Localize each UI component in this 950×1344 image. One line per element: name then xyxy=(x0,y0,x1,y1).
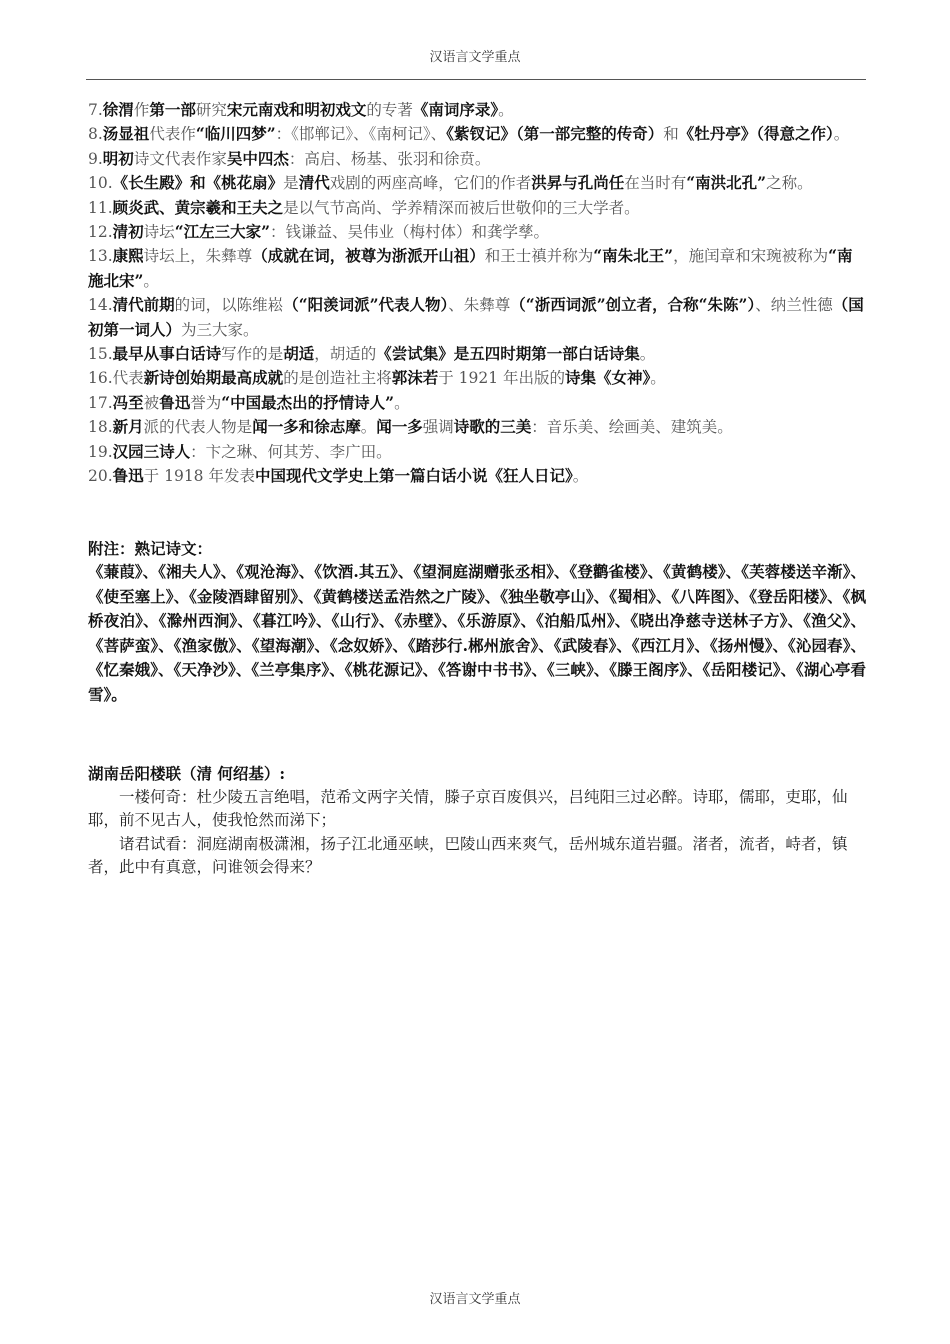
body-text: 14. xyxy=(88,296,113,315)
key-point-item xyxy=(88,196,866,220)
body-text: 派的代表人物是 xyxy=(143,418,253,437)
body-text: 7. xyxy=(88,101,103,119)
key-point-item xyxy=(88,415,866,439)
key-point-item xyxy=(88,147,866,171)
body-text: 作 xyxy=(133,101,150,119)
body-text: 、朱彝尊 xyxy=(448,296,511,315)
emphasis-text: “江左三大家” xyxy=(174,222,271,242)
body-text: 诗文代表作家 xyxy=(133,149,227,168)
couplet-line-2: 诸君试看：洞庭湖南极潇湘，扬子江北通巫峡，巴陵山西来爽气，岳州城东道岩疆。渚者，流者，峙者，镇者，此中有真意，问谁领会得来？ xyxy=(88,834,848,877)
key-point-item xyxy=(88,366,866,390)
emphasis-text: 诗集《女神》 xyxy=(565,368,651,388)
key-point-item xyxy=(88,98,866,122)
appendix-title: 附注：熟记诗文： xyxy=(88,538,213,558)
body-text: ，施闰章和宋琬被称为 xyxy=(673,247,829,266)
body-text: 的词，以陈维崧 xyxy=(174,296,284,315)
emphasis-text: 汤显祖 xyxy=(102,124,150,144)
body-text: ：音乐美、绘画美、建筑美。 xyxy=(531,418,733,437)
emphasis-text: 《南词序录》 xyxy=(412,100,499,119)
body-text: 9. xyxy=(88,149,103,168)
emphasis-text: 胡适 xyxy=(283,344,315,364)
emphasis-text: 《长生殿》和《桃花扇》 xyxy=(112,173,284,193)
emphasis-text: 徐渭 xyxy=(102,100,134,119)
appendix-poem-list: 《蒹葭》、《湘夫人》、《观沧海》、《饮酒.其五》、《望洞庭湖赠张丞相》、《登鹳雀楼》、《黄鹤楼》、《芙蓉楼送辛渐》、《使至塞上》、《金陵酒肆留别》、《黄鹤楼送孟浩然之广陵》、《独坐敬亭山》、《蜀相》、《八阵图》、《登岳阳楼》、《枫桥夜泊》、《滁州西涧》、《暮江吟》、《山行》、《赤壁》、《乐游原》、《泊船瓜州》、《晓出净慈寺送林子方》、《渔父》、《菩萨蛮》、《渔家傲》、《望海潮》、《念奴娇》、《踏莎行.郴州旅舍》、《武陵春》、《西江月》、《扬州慢》、《沁园春》、《忆秦娥》、《天净沙》、《兰亭集序》、《桃花源记》、《答谢中书书》、《三峡》、《滕王阁序》、《岳阳楼记》、《湖心亭看雪》。 xyxy=(88,561,866,704)
body-text: 代表作 xyxy=(149,125,196,144)
body-text: 和王士禛并称为 xyxy=(484,247,594,266)
emphasis-text: （国初第一词人） xyxy=(88,295,864,339)
couplet-line-1: 一楼何奇：杜少陵五言绝唱，范希文两字关情，滕子京百废俱兴，吕纯阳三过必醉。诗耶，儒耶，吏耶，仙耶，前不见古人，使我怆然而涕下； xyxy=(88,787,848,830)
couplet-title: 湖南岳阳楼联（清 何绍基）: xyxy=(88,764,286,784)
body-text: 的是创造社主将 xyxy=(283,369,392,388)
emphasis-text: 新月 xyxy=(112,417,144,437)
body-text: 19. xyxy=(88,442,113,461)
emphasis-text: 郭沫若 xyxy=(391,368,439,388)
body-text: ：高启、杨基、张羽和徐贲。 xyxy=(288,149,491,168)
key-point-item xyxy=(88,171,866,195)
emphasis-text: 明初 xyxy=(102,148,134,168)
key-point-item xyxy=(88,440,866,464)
body-text: 和 xyxy=(663,125,679,144)
body-text: 之称。 xyxy=(766,174,813,193)
body-text: 10. xyxy=(88,174,113,193)
body-text: 研究 xyxy=(195,101,227,119)
emphasis-text: 诗歌的三美 xyxy=(453,417,532,437)
emphasis-text: 闻一多和徐志摩 xyxy=(252,417,361,437)
body-text: 强调 xyxy=(422,418,454,437)
emphasis-text: 最早从事白话诗 xyxy=(112,344,222,364)
body-text: 于 1918 年发表 xyxy=(143,467,255,486)
body-text: ：钱谦益、吴伟业（梅村体）和龚学孳。 xyxy=(270,223,550,242)
key-point-item xyxy=(88,220,866,244)
body-text: 、纳兰性德 xyxy=(755,296,833,315)
body-text: 。 xyxy=(572,467,589,486)
emphasis-text: 《尝试集》是五四时期第一部白话诗集 xyxy=(376,344,640,364)
body-text: 在当时有 xyxy=(624,174,687,193)
emphasis-text: 鲁迅 xyxy=(159,392,191,412)
body-text: 。 xyxy=(650,369,666,388)
body-text: ：《邯郸记》、《南柯记》、 xyxy=(275,125,447,144)
emphasis-text: （成就在词，被尊为浙派开山祖） xyxy=(252,246,485,266)
emphasis-text: 清代前期 xyxy=(112,295,175,315)
body-text: 的专著 xyxy=(366,101,413,119)
header-divider xyxy=(86,79,866,80)
emphasis-text: （“浙西词派”创立者，合称“朱陈”） xyxy=(510,295,756,315)
emphasis-text: “南施北宋” xyxy=(88,246,853,290)
emphasis-text: 冯至 xyxy=(112,392,144,412)
body-text: 。 xyxy=(360,418,377,437)
key-point-item xyxy=(88,244,866,293)
emphasis-text: “南洪北孔” xyxy=(686,173,767,193)
emphasis-text: 第一部 xyxy=(149,100,196,119)
body-text: 12. xyxy=(88,223,113,242)
emphasis-text: 中国现代文学史上第一篇白话小说《狂人日记》 xyxy=(254,466,573,486)
body-text: 11. xyxy=(88,198,113,217)
emphasis-text: 宋元南戏和明初戏文 xyxy=(226,100,367,119)
body-text: 8. xyxy=(88,125,103,144)
emphasis-text: 洪昇与孔尚任 xyxy=(531,173,625,193)
body-text: 17. xyxy=(88,393,113,412)
key-point-item xyxy=(88,391,866,415)
key-point-item xyxy=(88,342,866,366)
key-point-item xyxy=(88,122,866,146)
body-text: 。 xyxy=(498,101,514,119)
emphasis-text: 鲁迅 xyxy=(112,466,144,486)
body-text: 20. xyxy=(88,467,113,486)
emphasis-text: （“阳羡词派”代表人物） xyxy=(283,295,449,315)
emphasis-text: 清代 xyxy=(298,173,330,193)
emphasis-text: 《紫钗记》（第一部完整的传奇） xyxy=(446,124,664,144)
emphasis-text: “南朱北王” xyxy=(593,246,674,266)
body-text: 被 xyxy=(143,393,160,412)
body-text: 于 1921 年出版的 xyxy=(438,369,566,388)
body-text: 15. xyxy=(88,345,113,364)
emphasis-text: 清初 xyxy=(112,222,144,242)
document-body xyxy=(88,98,866,880)
body-text: 为三大家。 xyxy=(181,320,259,339)
emphasis-text: 闻一多 xyxy=(376,417,423,437)
emphasis-text: 吴中四杰 xyxy=(226,148,289,168)
key-point-item xyxy=(88,464,866,488)
body-text: 是以气节高尚、学养精深而被后世敬仰的三大学者。 xyxy=(283,198,640,217)
body-text: 18. xyxy=(88,418,113,437)
body-text: 。 xyxy=(143,271,159,290)
key-points-list xyxy=(88,98,866,489)
body-text: 誉为 xyxy=(190,393,222,412)
body-text: ，胡适的 xyxy=(314,345,377,364)
body-text: 是 xyxy=(283,174,299,193)
emphasis-text: 《牡丹亭》（得意之作） xyxy=(678,124,834,144)
emphasis-text: 汉园三诗人 xyxy=(112,441,191,461)
body-text: 13. xyxy=(88,247,113,266)
body-text: 。 xyxy=(394,393,410,412)
emphasis-text: “临川四梦” xyxy=(195,124,276,144)
body-text: 写作的是 xyxy=(221,345,284,364)
body-text: 16. xyxy=(88,369,113,388)
key-point-item xyxy=(88,293,866,342)
emphasis-text: 顾炎武、黄宗羲和王夫之 xyxy=(112,197,284,217)
emphasis-text: “中国最杰出的抒情诗人” xyxy=(221,392,395,412)
body-text: 诗坛上，朱彝尊 xyxy=(143,247,253,266)
body-text: ：卞之琳、何其芳、李广田。 xyxy=(190,442,392,461)
body-text: 。 xyxy=(639,345,656,364)
body-text: 诗坛 xyxy=(143,223,175,242)
body-text: 代表 xyxy=(112,369,144,388)
page-header: 汉语言文学重点 xyxy=(429,50,521,65)
spacer xyxy=(88,489,866,537)
emphasis-text: 康熙 xyxy=(112,246,144,266)
body-text: 。 xyxy=(833,125,850,144)
emphasis-text: 新诗创始期最高成就 xyxy=(143,368,284,388)
body-text: 戏剧的两座高峰，它们的作者 xyxy=(329,174,532,193)
spacer xyxy=(88,707,866,762)
page-footer: 汉语言文学重点 xyxy=(429,1292,521,1307)
